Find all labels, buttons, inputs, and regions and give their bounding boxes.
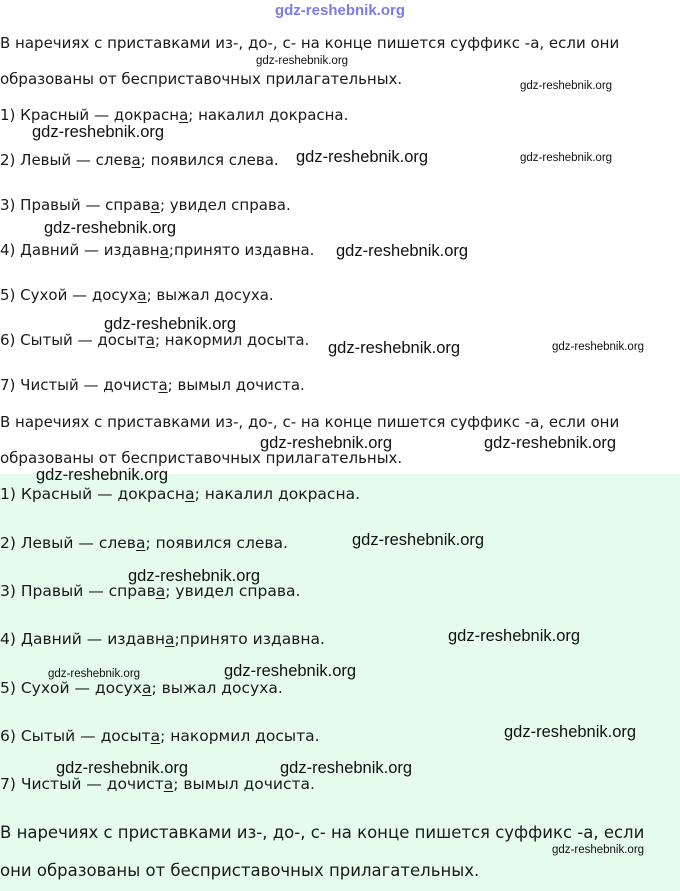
list-item: 4) Давний — издавна;принято издавна. (0, 241, 315, 259)
suffix: а (150, 727, 161, 745)
watermark: gdz-reshebnik.org (352, 531, 485, 549)
watermark: gdz-reshebnik.org (448, 627, 581, 645)
watermark: gdz-reshebnik.org (484, 434, 617, 452)
suffix: а (135, 534, 146, 552)
watermark: gdz-reshebnik.org (552, 341, 645, 353)
watermark: gdz-reshebnik.org (36, 466, 169, 484)
suffix: а (137, 286, 147, 304)
list-item: 6) Сытый — досыта; накормил досыта. (0, 331, 310, 349)
suffix: а (131, 151, 141, 169)
suffix: а (159, 241, 169, 259)
list-item: 1) Красный — докрасна; накалил докрасна. (0, 106, 349, 124)
suffix: а (155, 582, 166, 600)
watermark: gdz-reshebnik.org (48, 668, 141, 680)
watermark: gdz-reshebnik.org (336, 242, 469, 260)
watermark: gdz-reshebnik.org (56, 759, 189, 777)
site-header[interactable]: gdz-reshebnik.org (274, 2, 405, 19)
watermark: gdz-reshebnik.org (296, 148, 429, 166)
list-item: 4) Давний — издавна;принято издавна. (0, 630, 325, 648)
list-item: 2) Левый — слева; появился слева. (0, 534, 288, 552)
rule-line-1: В наречиях с приставками из-, до-, с- на конце пишется суффикс -а, если (0, 823, 645, 842)
rule-line-2: образованы от бесприставочных прилагательных. (0, 70, 403, 88)
list-item: 1) Красный — докрасна; накалил докрасна. (0, 485, 360, 503)
suffix: а (158, 376, 168, 394)
watermark: gdz-reshebnik.org (260, 434, 393, 452)
watermark: gdz-reshebnik.org (552, 844, 645, 856)
watermark: gdz-reshebnik.org (104, 315, 237, 333)
list-item: 3) Правый — справа; увидел справа. (0, 582, 301, 600)
suffix: а (163, 775, 174, 793)
rule-line-1: В наречиях с приставками из-, до-, с- на конце пишется суффикс -а, если они (0, 34, 620, 52)
list-item: 3) Правый — справа; увидел справа. (0, 196, 291, 214)
suffix: а (141, 679, 152, 697)
watermark: gdz-reshebnik.org (328, 339, 461, 357)
list-item: 7) Чистый — дочиста; вымыл дочиста. (0, 376, 305, 394)
watermark: gdz-reshebnik.org (224, 662, 357, 680)
watermark: gdz-reshebnik.org (44, 219, 177, 237)
list-item: 2) Левый — слева; появился слева. (0, 151, 279, 169)
list-item: 5) Сухой — досуха; выжал досуха. (0, 286, 274, 304)
rule-line-1: В наречиях с приставками из-, до-, с- на конце пишется суффикс -а, если они (0, 413, 620, 431)
rule-line-2: они образованы от бесприставочных прилагательных. (0, 861, 480, 880)
watermark: gdz-reshebnik.org (128, 567, 261, 585)
suffix: а (165, 630, 175, 648)
suffix: а (145, 331, 155, 349)
watermark: gdz-reshebnik.org (280, 759, 413, 777)
list-item: 7) Чистый — дочиста; вымыл дочиста. (0, 775, 315, 793)
watermark: gdz-reshebnik.org (520, 152, 613, 164)
suffix: а (185, 485, 195, 503)
watermark: gdz-reshebnik.org (520, 80, 613, 92)
watermark: gdz-reshebnik.org (504, 723, 637, 741)
watermark: gdz-reshebnik.org (256, 55, 349, 67)
suffix: а (179, 106, 189, 124)
watermark: gdz-reshebnik.org (32, 123, 165, 141)
suffix: а (150, 196, 160, 214)
rule-line-2: образованы от бесприставочных прилагательных. (0, 449, 403, 467)
list-item: 6) Сытый — досыта; накормил досыта. (0, 727, 320, 745)
list-item: 5) Сухой — досуха; выжал досуха. (0, 679, 283, 697)
